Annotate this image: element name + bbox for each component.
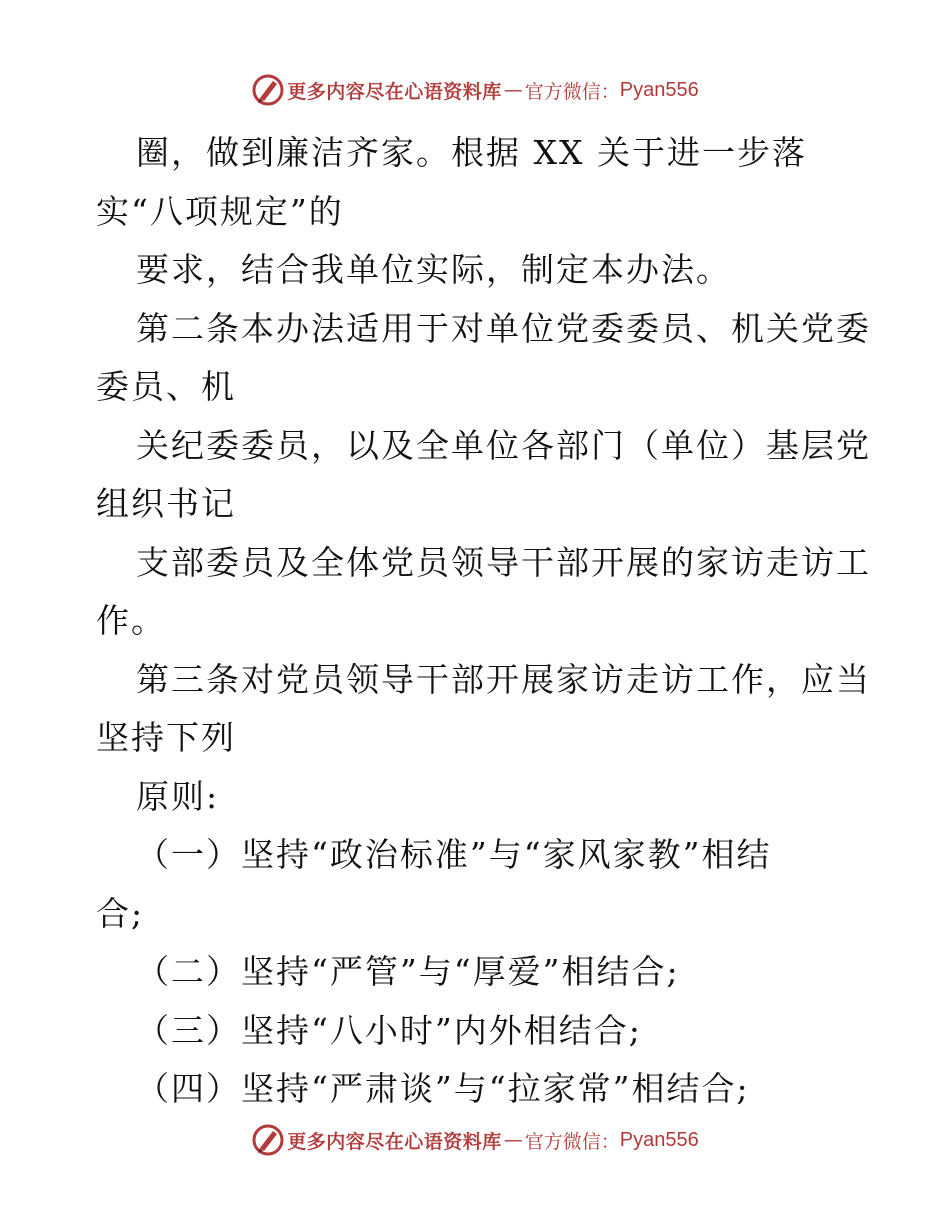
- paragraph-line: （三）坚持“八小时”内外相结合;: [136, 1010, 642, 1050]
- paragraph-line: 作。: [96, 601, 166, 640]
- paragraph-line: 原则:: [136, 776, 220, 816]
- paragraph-line: （二）坚持“严管”与“厚爱”相结合;: [136, 952, 680, 991]
- footer-wechat-handle: Pyan556: [619, 1128, 699, 1151]
- paragraph-line: （四）坚持“严肃谈”与“拉家常”相结合;: [136, 1069, 750, 1108]
- footer-promo-text: 更多内容尽在心语资料库: [287, 1130, 502, 1153]
- paragraph-line: （一）坚持“政治标准”与“家风家教”相结: [136, 835, 772, 874]
- paragraph-line: 要求，结合我单位实际，制定本办法。: [136, 250, 731, 289]
- paragraph-line: 坚持下列: [96, 718, 236, 757]
- header-wechat-label: 官方微信：: [524, 80, 620, 103]
- header-dash: —: [503, 79, 523, 101]
- red-pen-logo-icon: [251, 1123, 285, 1157]
- paragraph-line: 实“八项规定”的: [96, 191, 344, 231]
- paragraph-line: 第二条本办法适用于对单位党委委员、机关党委: [136, 308, 871, 348]
- paragraph-line: 组织书记: [96, 484, 236, 523]
- header-promo-text: 更多内容尽在心语资料库: [287, 80, 502, 103]
- paragraph-line: 合;: [96, 893, 145, 933]
- header-banner: [0, 72, 950, 108]
- paragraph-line: 第三条对党员领导干部开展家访走访工作，应当: [136, 659, 871, 699]
- header-wechat-handle: Pyan556: [619, 78, 699, 101]
- footer-dash: —: [503, 1129, 523, 1151]
- paragraph-line: 圈，做到廉洁齐家。根据 XX 关于进一步落: [136, 133, 807, 172]
- red-pen-logo-icon: [251, 73, 285, 107]
- footer-wechat-label: 官方微信：: [524, 1130, 620, 1153]
- document-body: [96, 124, 871, 1119]
- footer-banner: [0, 1122, 950, 1158]
- paragraph-line: 关纪委委员，以及全单位各部门（单位）基层党: [136, 425, 871, 465]
- paragraph-line: 委员、机: [96, 367, 236, 406]
- paragraph-line: 支部委员及全体党员领导干部开展的家访走访工: [136, 542, 871, 582]
